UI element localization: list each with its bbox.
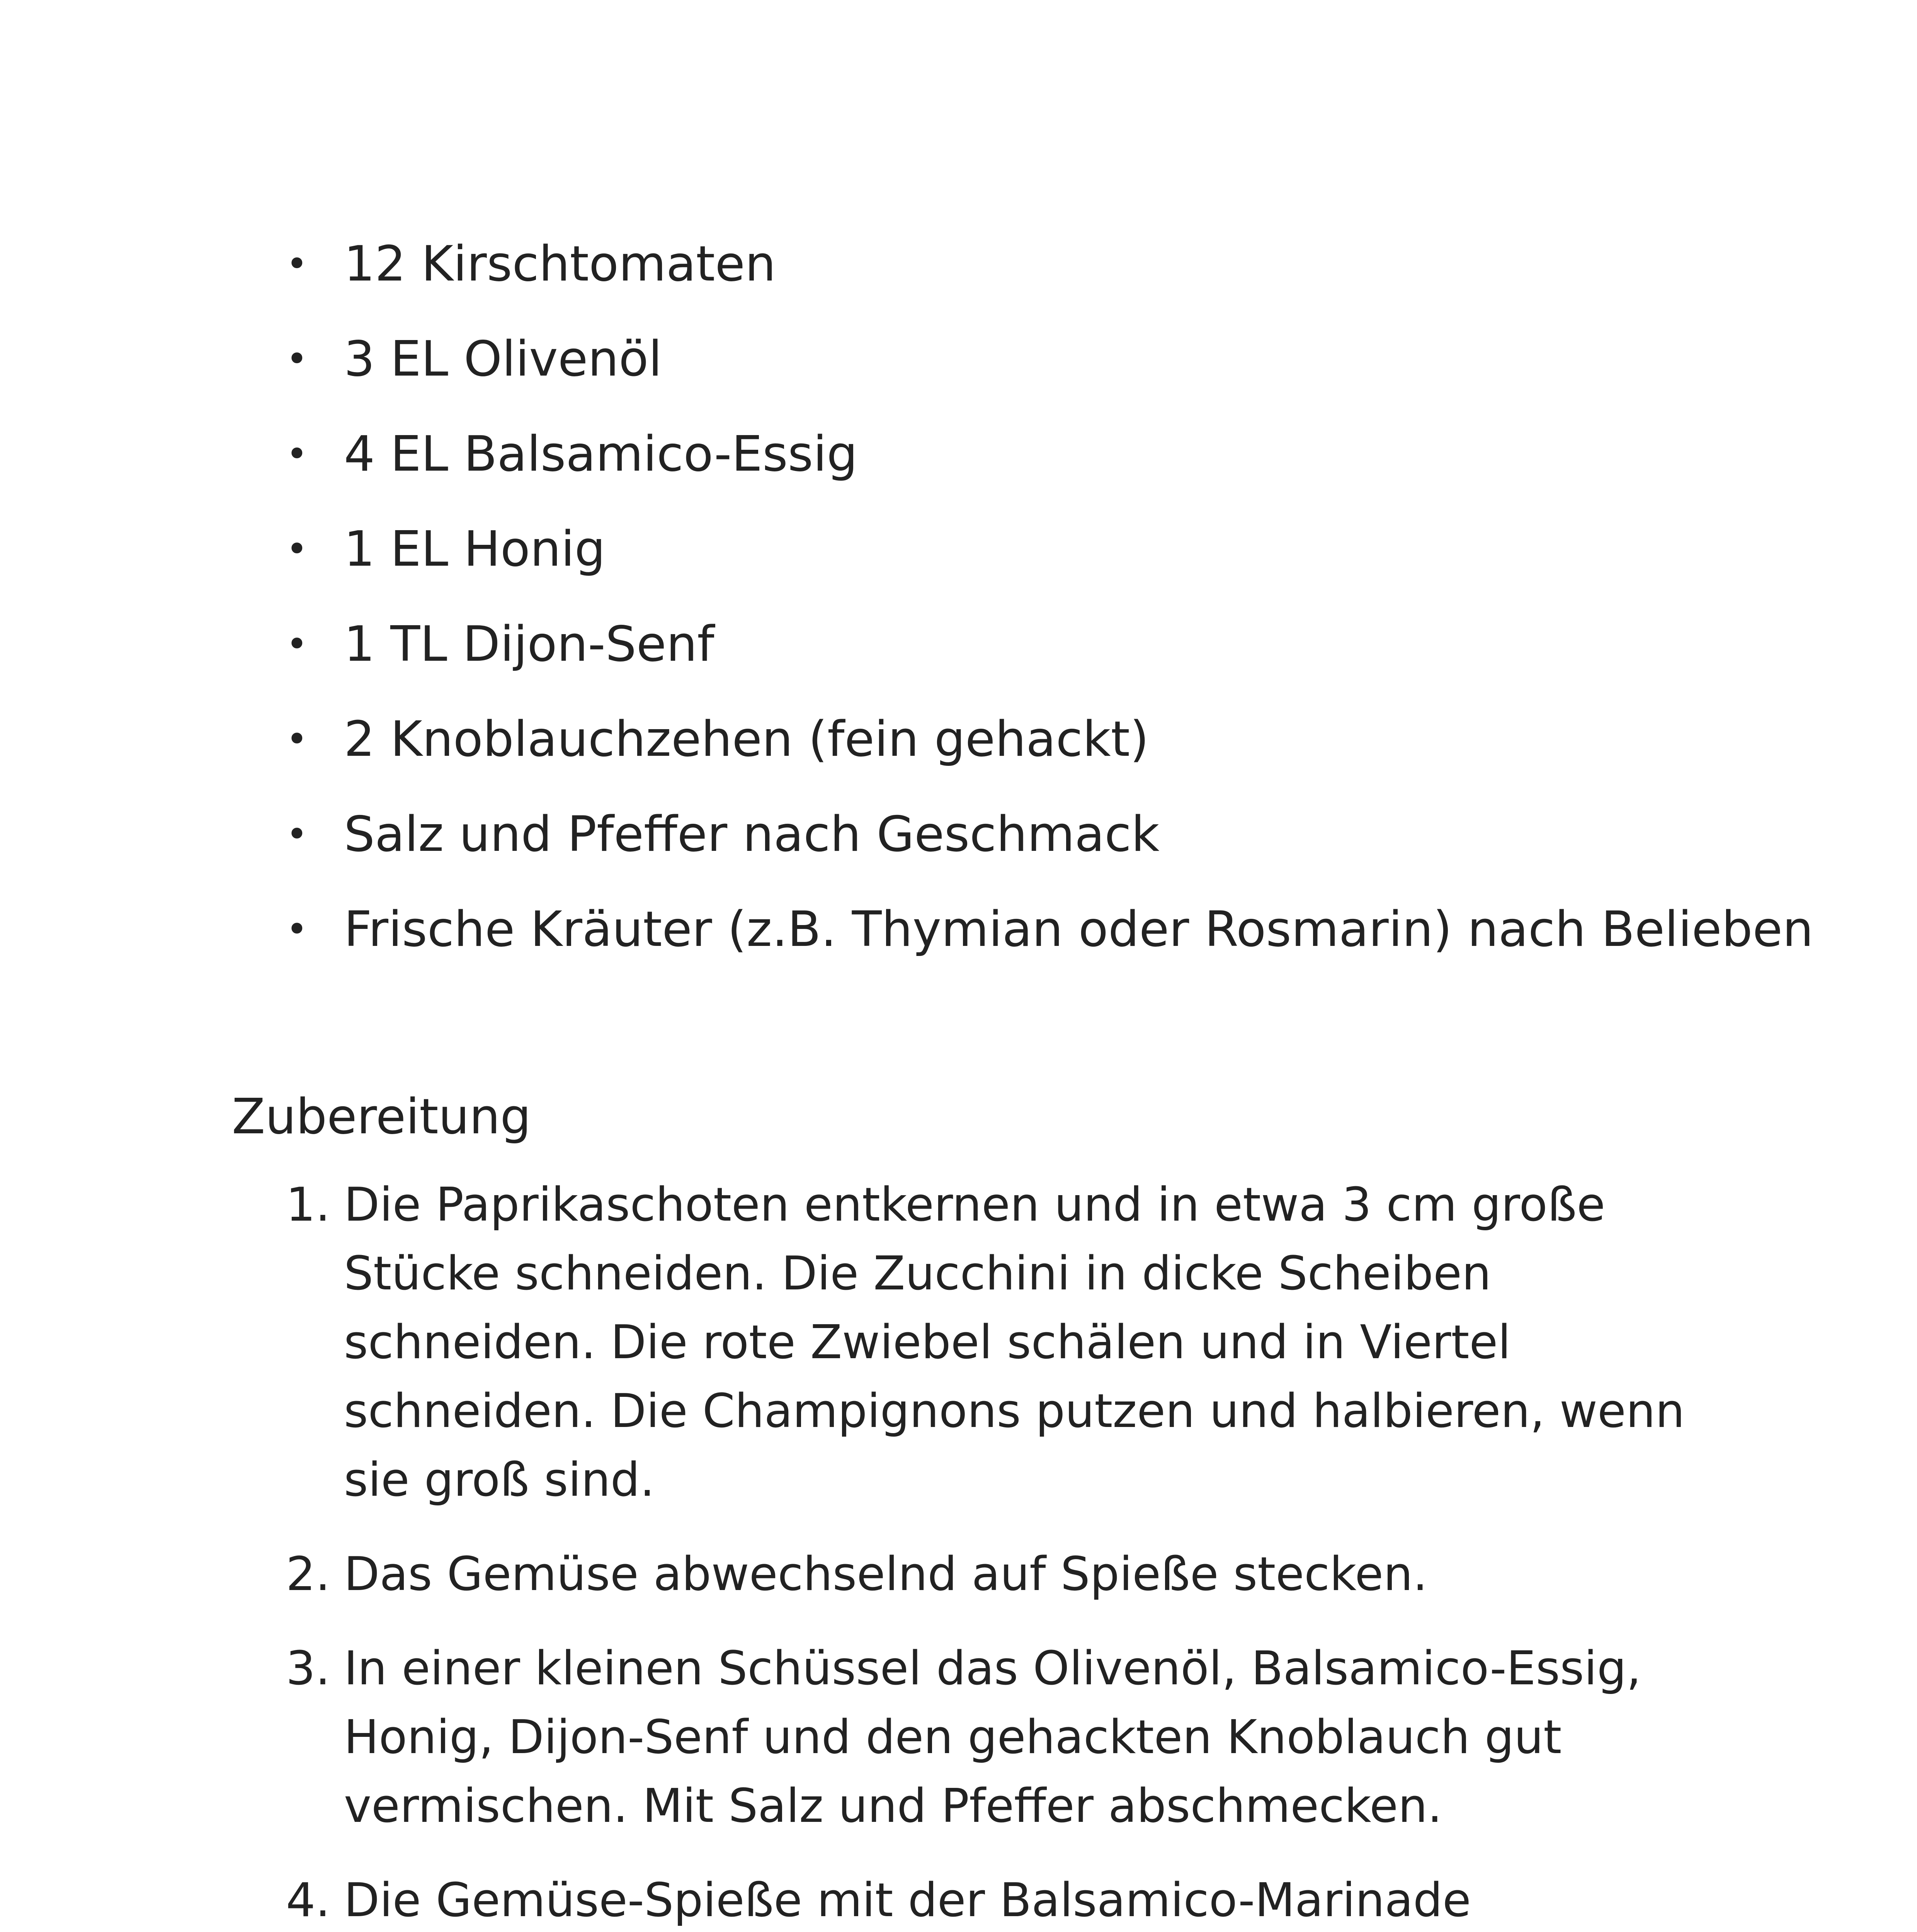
ingredient-item — [286, 406, 1793, 502]
section-heading-preparation: Zubereitung — [232, 1088, 531, 1145]
ingredient-item — [286, 311, 1793, 406]
bullet-icon: • — [286, 432, 308, 476]
ingredient-text: 2 Knoblauchzehen (fein gehackt) — [344, 711, 1149, 767]
step-number: 3. — [286, 1642, 330, 1696]
step-text: Das Gemüse abwechselnd auf Spieße stecken. — [344, 1548, 1428, 1601]
step-item — [286, 1171, 1716, 1515]
ingredient-text: 12 Kirschtomaten — [344, 235, 776, 292]
step-item — [286, 1866, 1716, 1932]
ingredient-item — [286, 216, 1793, 311]
ingredient-text: 1 TL Dijon-Senf — [344, 616, 714, 672]
ingredient-item — [286, 787, 1793, 882]
step-item — [286, 1540, 1716, 1609]
bullet-icon: • — [286, 527, 308, 571]
step-item — [286, 1634, 1716, 1841]
bullet-icon: • — [286, 813, 308, 856]
ingredient-text: 1 EL Honig — [344, 520, 606, 577]
step-number: 2. — [286, 1548, 330, 1601]
ingredient-list — [286, 216, 1813, 977]
bullet-icon: • — [286, 622, 308, 666]
ingredient-text: Frische Kräuter (z.B. Thymian oder Rosmarin) nach Belieben — [344, 901, 1813, 957]
ingredient-item — [286, 502, 1793, 597]
bullet-icon: • — [286, 337, 308, 381]
ingredient-item — [286, 882, 1813, 977]
bullet-icon: • — [286, 718, 308, 761]
bullet-icon: • — [286, 908, 308, 951]
bullet-icon: • — [286, 242, 308, 286]
preparation-steps — [286, 1171, 1716, 1932]
ingredient-item — [286, 692, 1793, 787]
step-text: Die Paprikaschoten entkernen und in etwa 3 cm große Stücke schneiden. Die Zucchini in dicke Scheiben schneiden. Die rote Zwiebel schälen und in Viertel schneiden. Die Champignons putzen und halbieren, wenn sie groß sind. — [344, 1178, 1685, 1507]
step-text: In einer kleinen Schüssel das Olivenöl, Balsamico-Essig, Honig, Dijon-Senf und den gehackten Knoblauch gut vermischen. Mit Salz und Pfeffer abschmecken. — [344, 1642, 1641, 1833]
ingredient-text: Salz und Pfeffer nach Geschmack — [344, 806, 1160, 862]
step-number: 4. — [286, 1874, 330, 1927]
step-text: Die Gemüse-Spieße mit der Balsamico-Marinade — [344, 1874, 1471, 1927]
ingredient-text: 3 EL Olivenöl — [344, 330, 662, 387]
ingredient-item — [286, 597, 1793, 692]
ingredient-text: 4 EL Balsamico-Essig — [344, 425, 858, 482]
step-number: 1. — [286, 1178, 330, 1232]
